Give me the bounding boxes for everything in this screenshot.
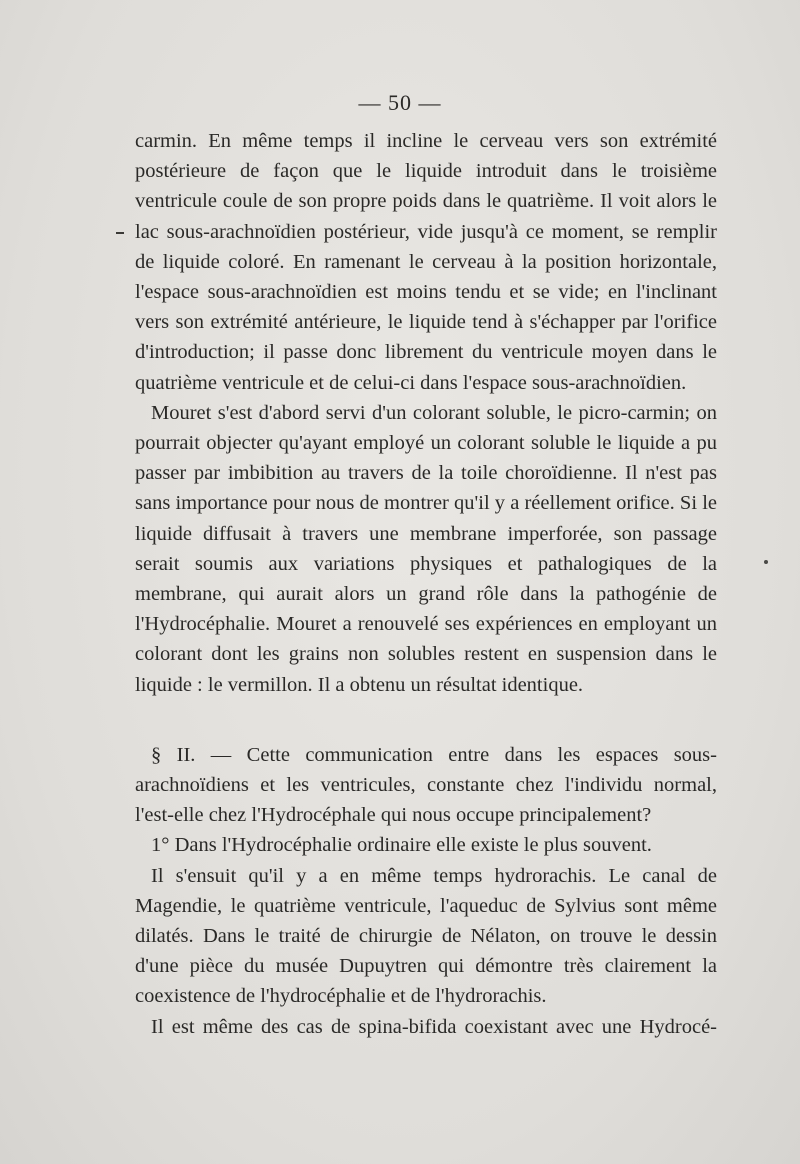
paragraph-4: Il s'ensuit qu'il y a en même temps hydrorachis. Le canal de Magendie, le quatrième ventricule, l'aqueduc de Sylvius sont même dilatés. Dans le traité de chirurgie de Nélaton, on trouve le dessin d'une pièce du musée Dupuytren qui démontre très clairement la coexistence de l'hydrocéphalie et de l'hydrorachis. bbox=[135, 864, 717, 1008]
ink-speck bbox=[764, 560, 768, 564]
margin-mark bbox=[116, 232, 124, 234]
paragraph-2: Mouret s'est d'abord servi d'un colorant soluble, le picro-carmin; on pourrait objecter qu'ayant employé un colorant soluble le liquide a pu passer par imbibition au travers de la toile choroïdienne. Il n'est pas sans importance pour nous de montrer qu'il y a réellement orifice. Si le liquide diffusait à travers une membrane imperforée, son passage serait soumis aux variations physiques et pathalogiques de la membrane, qui aurait alors un grand rôle dans la pathogénie de l'Hydrocéphalie. Mouret a renouvelé ses expériences en employant un colorant dont les grains non solubles restent en suspension dans le liquide : le vermillon. Il a obtenu un résultat identique. bbox=[135, 401, 717, 696]
paragraph-1: carmin. En même temps il incline le cerveau vers son extrémité postérieure de façon que le liquide introduit dans le troisième ventricule coule de son propre poids dans le quatrième. Il voit alors le lac sous-arachnoïdien postérieur, vide jusqu'à ce moment, se remplir de liquide coloré. En ramenant le cerveau à la position horizontale, l'espace sous-arachnoïdien est moins tendu et se vide; en l'inclinant vers son extrémité antérieure, le liquide tend à s'échapper par l'orifice d'introduction; il passe donc librement du ventricule moyen dans le quatrième ventricule et de celui-ci dans l'espace sous-arachnoïdien. bbox=[135, 130, 717, 394]
paragraph-numbered-1: 1° Dans l'Hydrocéphalie ordinaire elle existe le plus souvent. bbox=[151, 834, 652, 857]
body-text bbox=[135, 126, 717, 1042]
section-gap bbox=[135, 700, 717, 740]
paragraph-5: Il est même des cas de spina-bifida coexistant avec une Hydrocé- bbox=[151, 1015, 717, 1038]
page-number: — 50 — bbox=[358, 90, 442, 115]
section-heading-paragraph: § II. — Cette communication entre dans les espaces sous-arachnoïdiens et les ventricules, constante chez l'individu normal, l'est-elle chez l'Hydrocéphale qui nous occupe principalement? bbox=[135, 743, 717, 827]
